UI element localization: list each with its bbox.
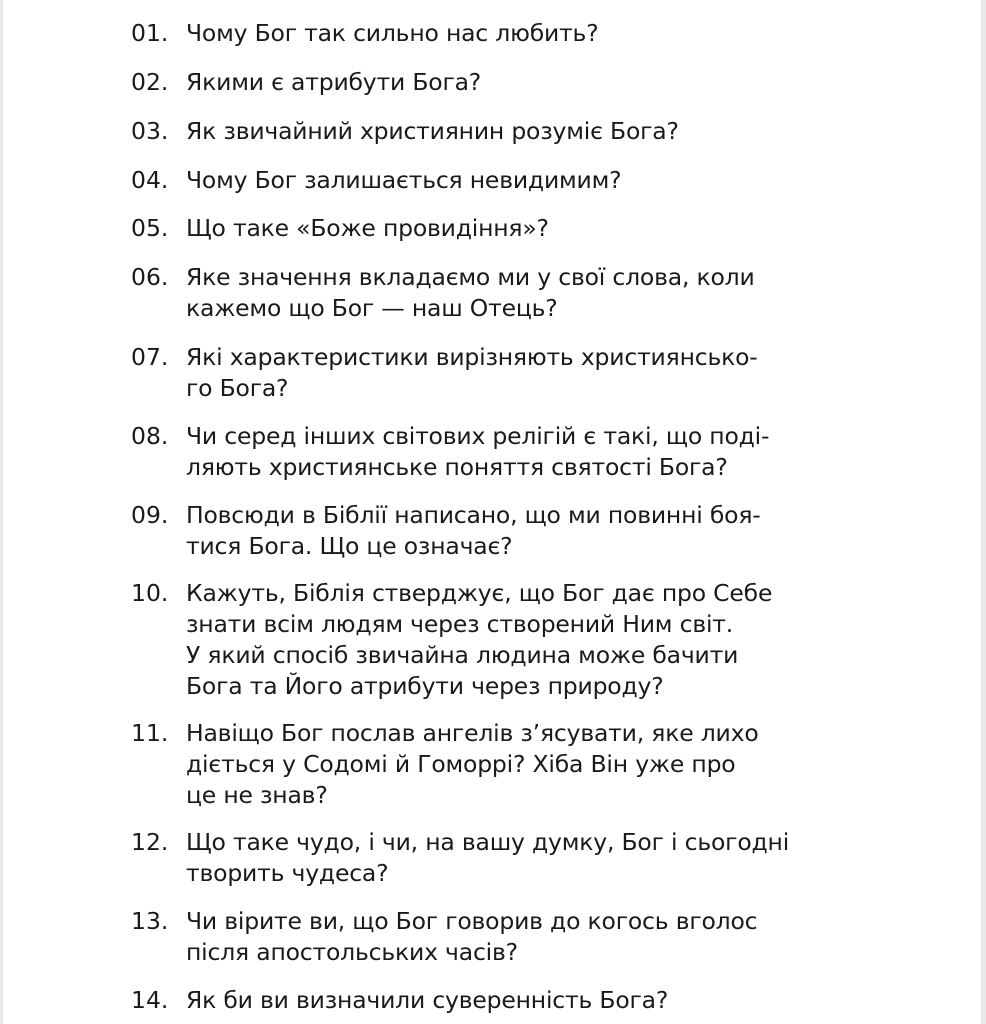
question-number: 10.	[131, 579, 169, 607]
question-line: знати всім людям через створений Ним світ.	[186, 610, 734, 638]
question-text	[186, 718, 841, 811]
question-line: Чи серед інших світових релігій є такі, що поді-	[186, 422, 770, 450]
question-text	[186, 213, 841, 244]
question-line: Чому Бог так сильно нас любить?	[186, 19, 599, 47]
question-line: Яке значення вкладаємо ми у свої слова, коли	[186, 263, 755, 291]
question-text	[186, 985, 841, 1016]
question-line: Які характеристики вирізняють християнсько-	[186, 343, 758, 371]
question-number: 09.	[131, 501, 169, 529]
question-number: 14.	[131, 986, 169, 1014]
question-line: У який спосіб звичайна людина може бачити	[186, 641, 739, 669]
question-line: тися Бога. Що це означає?	[186, 532, 513, 560]
question-text	[186, 165, 841, 196]
question-line: Якими є атрибути Бога?	[186, 68, 482, 96]
question-number: 04.	[131, 166, 169, 194]
question-line: це не знав?	[186, 781, 328, 809]
question-text	[186, 578, 841, 702]
question-line: го Бога?	[186, 374, 289, 402]
question-line: Кажуть, Біблія стверджує, що Бог дає про Себе	[186, 579, 773, 607]
question-line: Як звичайний християнин розуміє Бога?	[186, 117, 679, 145]
question-number: 11.	[131, 719, 169, 747]
question-text	[186, 500, 841, 562]
question-text	[186, 116, 841, 147]
question-text	[186, 342, 841, 404]
question-line: Чому Бог залишається невидимим?	[186, 166, 622, 194]
question-text	[186, 67, 841, 98]
question-line: Як би ви визначили суверенність Бога?	[186, 986, 669, 1014]
question-line: ляють християнське поняття святості Бога?	[186, 453, 728, 481]
question-line: Що таке чудо, і чи, на вашу думку, Бог і сьогодні	[186, 828, 790, 856]
question-text	[186, 827, 841, 889]
question-line: Повсюди в Біблії написано, що ми повинні боя-	[186, 501, 761, 529]
question-number: 13.	[131, 907, 169, 935]
question-text	[186, 906, 841, 968]
question-line: Що таке «Боже провидіння»?	[186, 214, 549, 242]
question-number: 01.	[131, 19, 169, 47]
question-line: Навіщо Бог послав ангелів з’ясувати, яке лихо	[186, 719, 759, 747]
question-number: 02.	[131, 68, 169, 96]
question-number: 08.	[131, 422, 169, 450]
document-page	[3, 0, 981, 1024]
question-line: діється у Содомі й Гоморрі? Хіба Він уже про	[186, 750, 736, 778]
question-text	[186, 18, 841, 49]
question-line: кажемо що Бог — наш Отець?	[186, 294, 558, 322]
question-number: 06.	[131, 263, 169, 291]
question-line: Бога та Його атрибути через природу?	[186, 672, 664, 700]
question-line: Чи вірите ви, що Бог говорив до когось вголос	[186, 907, 758, 935]
question-line: після апостольських часів?	[186, 938, 518, 966]
question-number: 12.	[131, 828, 169, 856]
question-text	[186, 421, 841, 483]
question-number: 05.	[131, 214, 169, 242]
question-line: творить чудеса?	[186, 859, 389, 887]
question-number: 03.	[131, 117, 169, 145]
question-text	[186, 262, 841, 324]
question-number: 07.	[131, 343, 169, 371]
